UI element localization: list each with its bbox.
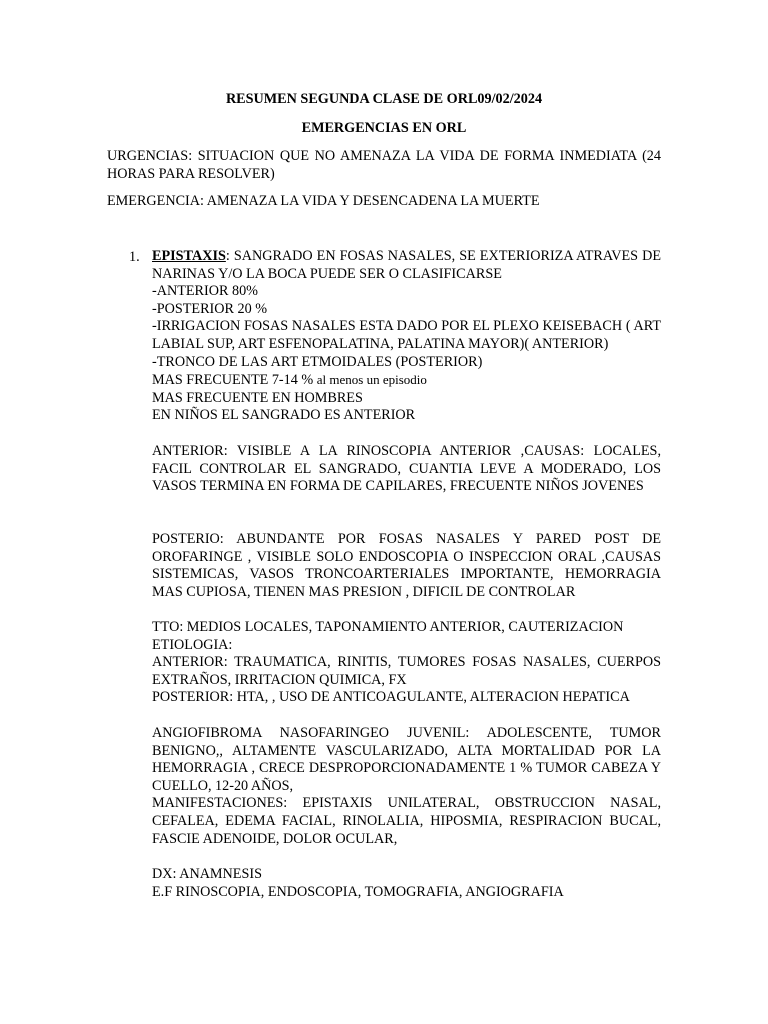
etiologia-heading: ETIOLOGIA: [152,636,233,653]
document-title: RESUMEN SEGUNDA CLASE DE ORL09/02/2024 [225,91,543,107]
emergencia-paragraph: EMERGENCIA: AMENAZA LA VIDA Y DESENCADENA LA MUERTE [107,193,540,209]
ef-text: E.F RINOSCOPIA, ENDOSCOPIA, TOMOGRAFIA, ANGIOGRAFIA [152,883,564,900]
treatment-section [152,619,661,707]
list-number: 1. [129,249,140,265]
epistaxis-term: EPISTAXIS [152,248,226,264]
dx-text: DX: ANAMNESIS [152,866,262,882]
ninos-text: EN NIÑOS EL SANGRADO ES ANTERIOR [152,407,416,424]
manifestaciones-text: MANIFESTACIONES: EPISTAXIS UNILATERAL, OBSTRUCCION NASAL, CEFALEA, EDEMA FACIAL, RINOLALIA, HIPOSMIA, RESPIRACION BUCAL, FASCIE ADENOIDE, DOLOR OCULAR, [152,795,661,847]
angiofibroma-section [152,725,661,848]
tto-text: TTO: MEDIOS LOCALES, TAPONAMIENTO ANTERIOR, CAUTERIZACION [152,619,624,635]
posterior-description: POSTERIO: ABUNDANTE POR FOSAS NASALES Y PARED POST DE OROFARINGE , VISIBLE SOLO ENDOSCOPIA O INSPECCION ORAL ,CAUSAS SISTEMICAS, VASOS TRONCOARTERIALES IMPORTANTE, HEMORRAGIA MAS CUPIOSA, TIENEN MAS PRESION , DIFICIL DE CONTROLAR [152,531,661,600]
etiologia-anterior: ANTERIOR: TRAUMATICA, RINITIS, TUMORES FOSAS NASALES, CUERPOS EXTRAÑOS, IRRITACION QUIMICA, FX [152,654,661,688]
urgencias-paragraph: URGENCIAS: SITUACION QUE NO AMENAZA LA VIDA DE FORMA INMEDIATA (24 HORAS PARA RESOLVER) [107,148,661,182]
irrigacion-text: -IRRIGACION FOSAS NASALES ESTA DADO POR EL PLEXO KEISEBACH ( ART LABIAL SUP, ART ESFENOPALATINA, PALATINA MAYOR)( ANTERIOR) [152,318,661,352]
diagnosis-section [152,866,661,901]
posterior-percentage: -POSTERIOR 20 % [152,300,268,317]
mas-frecuente-line [152,371,661,390]
epistaxis-definition [152,248,661,283]
angiofibroma-text: ANGIOFIBROMA NASOFARINGEO JUVENIL: ADOLESCENTE, TUMOR BENIGNO,, ALTAMENTE VASCULARIZADO, ALTA MORTALIDAD POR LA HEMORRAGIA , CRECE DESPROPORCIONADAMENTE 1 % TUMOR CABEZA Y CUELLO, 12-20 AÑOS, [152,725,661,794]
mas-frecuente-suffix: al menos un episodio [316,372,427,388]
epistaxis-section [152,248,661,425]
mas-frecuente-prefix: MAS FRECUENTE 7-14 % [152,372,317,389]
anterior-description: ANTERIOR: VISIBLE A LA RINOSCOPIA ANTERIOR ,CAUSAS: LOCALES, FACIL CONTROLAR EL SANGRADO, CUANTIA LEVE A MODERADO, LOS VASOS TERMINA EN FORMA DE CAPILARES, FRECUENTE NIÑOS JOVENES [152,443,661,495]
epistaxis-definition-text: : SANGRADO EN FOSAS NASALES, SE EXTERIORIZA ATRAVES DE NARINAS Y/O LA BOCA PUEDE SER O CLASIFICARSE [152,248,661,282]
anterior-percentage: -ANTERIOR 80% [152,283,258,300]
document-subtitle: EMERGENCIAS EN ORL [301,120,467,136]
mas-frecuente-hombres: MAS FRECUENTE EN HOMBRES [152,389,363,406]
tronco-text: -TRONCO DE LAS ART ETMOIDALES (POSTERIOR) [152,353,483,370]
etiologia-posterior: POSTERIOR: HTA, , USO DE ANTICOAGULANTE, ALTERACION HEPATICA [152,689,630,706]
